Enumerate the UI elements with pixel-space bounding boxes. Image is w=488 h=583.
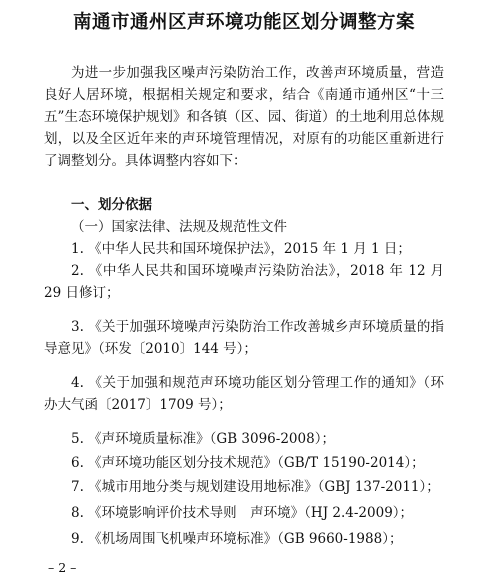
list-item: 4. 《关于加强和规范声环境功能区划分管理工作的通知》（环办大气函〔2017〕1709 号）；	[44, 375, 444, 413]
list-item: 8. 《环境影响评价技术导则 声环境》（HJ 2.4-2009）；	[71, 505, 414, 521]
section-heading: 一、划分依据	[71, 197, 152, 213]
intro-paragraph: 为进一步加强我区噪声污染防治工作，改善声环境质量，营造良好人居环境，根据相关规定和要求，结合《南通市通州区“十三五”生态环境保护规划》和各镇（区、园、街道）的土地利用总体规划，以及全区近年来的声环境管理情况，对原有的功能区重新进行了调整划分。具体调整内容如下：	[44, 65, 444, 169]
list-item: 5. 《声环境质量标准》（GB 3096-2008）；	[71, 431, 335, 447]
list-item: 6. 《声环境功能区划分技术规范》（GB/T 15190-2014）；	[71, 455, 425, 471]
list-item: 7. 《城市用地分类与规划建设用地标准》（GBJ 137-2011）；	[71, 479, 440, 495]
page-number: – 2 –	[48, 560, 77, 575]
subsection-heading: （一）国家法律、法规及规范性文件	[71, 219, 287, 235]
document-title: 南通市通州区声环境功能区划分调整方案	[72, 12, 415, 33]
list-item: 9. 《机场周围飞机噪声环境标准》（GB 9660-1988）；	[71, 531, 403, 547]
list-item: 3. 《关于加强环境噪声污染防治工作改善城乡声环境质量的指导意见》（环发〔2010〕144 号）；	[44, 319, 444, 357]
list-item: 2. 《中华人民共和国环境噪声污染防治法》，2018 年 12 月 29 日修订；	[44, 263, 444, 301]
list-item: 1. 《中华人民共和国环境保护法》，2015 年 1 月 1 日；	[71, 241, 411, 257]
